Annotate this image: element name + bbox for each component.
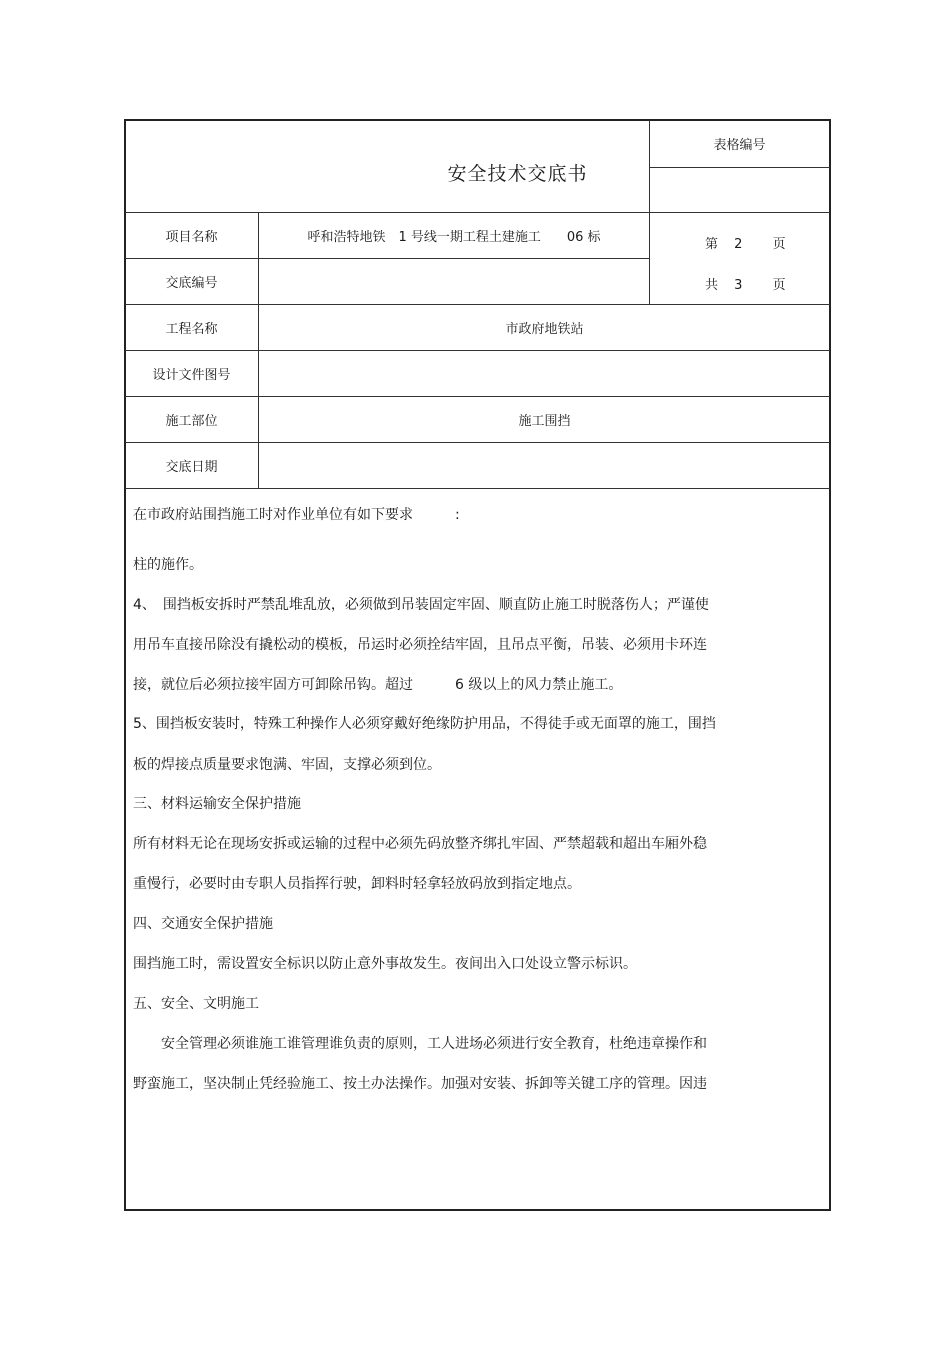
design-document-value (259, 350, 830, 396)
body-line: 用吊车直接吊除没有撬松动的模板，吊运时必须拴结牢固，且吊点平衡，吊装、必须用卡环连 (133, 637, 707, 653)
page-suffix: 页 (772, 237, 786, 252)
total-pages-indicator (705, 274, 786, 293)
body-line: 5、围挡板安装时，特殊工种操作人必须穿戴好绝缘防护用品，不得徒手或无面罩的施工，围挡 (133, 716, 716, 732)
body-line: 4、 围挡板安拆时严禁乱堆乱放，必须做到吊装固定牢固、顺直防止施工时脱落伤人；严谨使 (133, 597, 709, 613)
body-line: 在市政府站围挡施工时对作业单位有如下要求 : (133, 507, 460, 523)
body-line: 围挡施工时，需设置安全标识以防止意外事故发生。夜间出入口处设立警示标识。 (133, 956, 637, 972)
page-indicator (705, 233, 786, 252)
construction-part-label: 施工部位 (165, 413, 218, 429)
section-heading: 三、材料运输安全保护措施 (133, 796, 301, 812)
page-number: 2 (734, 237, 743, 252)
body-line: 板的焊接点质量要求饱满、牢固，支撑必须到位。 (133, 757, 441, 773)
total-suffix: 页 (772, 278, 786, 293)
page-prefix: 第 (705, 237, 719, 252)
section-heading: 四、交通安全保护措施 (133, 916, 273, 932)
engineering-name-value: 市政府地铁站 (505, 321, 584, 337)
form-number-value (649, 168, 830, 212)
disclosure-number-label: 交底编号 (165, 275, 218, 291)
body-line: 接，就位后必须拉接牢固方可卸除吊钩。超过 6 级以上的风力禁止施工。 (133, 677, 623, 693)
divider (125, 488, 830, 489)
disclosure-date-label: 交底日期 (165, 459, 218, 475)
body-line: 安全管理必须谁施工谁管理谁负责的原则，工人进场必须进行安全教育，杜绝违章操作和 (133, 1036, 707, 1052)
body-line: 重慢行，必要时由专职人员指挥行驶，卸料时轻拿轻放码放到指定地点。 (133, 876, 581, 892)
section-heading: 五、安全、文明施工 (133, 996, 259, 1012)
disclosure-number-value (259, 258, 649, 304)
project-name-label: 项目名称 (165, 229, 218, 245)
design-document-label: 设计文件图号 (152, 367, 231, 383)
body-line: 柱的施作。 (133, 557, 203, 573)
construction-part-value: 施工围挡 (518, 413, 571, 429)
total-prefix: 共 (705, 278, 719, 293)
engineering-name-label: 工程名称 (165, 321, 218, 337)
total-number: 3 (734, 278, 743, 293)
document-title: 安全技术交底书 (447, 162, 588, 185)
body-line: 所有材料无论在现场安拆或运输的过程中必须先码放整齐绑扎牢固、严禁超载和超出车厢外稳 (133, 836, 707, 852)
project-name-value: 呼和浩特地铁 1 号线一期工程土建施工 06 标 (307, 229, 601, 245)
disclosure-date-value (259, 442, 830, 488)
form-number-label: 表格编号 (713, 138, 766, 153)
body-line: 野蛮施工，坚决制止凭经验施工、按土办法操作。加强对安装、拆卸等关键工序的管理。因违 (133, 1076, 707, 1092)
